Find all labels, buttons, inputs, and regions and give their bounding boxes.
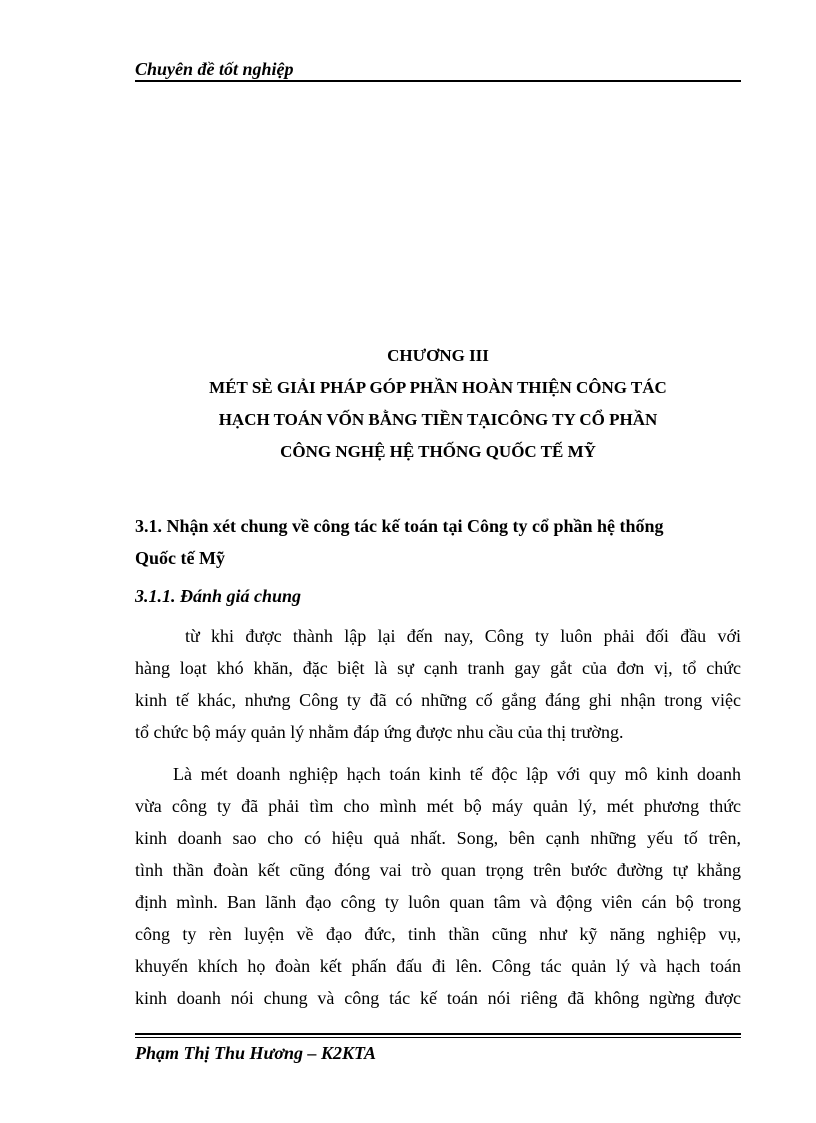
header-title: Chuyên đề tốt nghiệp [135, 59, 294, 79]
paragraph-line: từ khi được thành lập lại đến nay, Công ty luôn phải đối đầu với [185, 626, 741, 646]
paragraph-line: kinh doanh nói chung và công tác kế toán nói riêng đã không ngừng được [135, 988, 741, 1008]
paragraph-line: tình thần đoàn kết cũng đóng vai trò quan trọng trên bước đường tự khẳng [135, 860, 741, 880]
paragraph-line: tổ chức bộ máy quản lý nhằm đáp ứng được nhu cầu của thị trường. [135, 722, 624, 742]
chapter-title-line: CÔNG NGHỆ HỆ THỐNG QUỐC TẾ MỸ [280, 442, 596, 461]
paragraph-line: kinh doanh sao cho có hiệu quả nhất. Song, bên cạnh những yếu tố trên, [135, 828, 741, 848]
section-heading [135, 510, 741, 574]
footer-divider [135, 1037, 741, 1038]
chapter-title-line: MÉT SÈ GIẢI PHÁP GÓP PHẦN HOÀN THIỆN CÔNG TÁC [209, 378, 667, 397]
chapter-title-block [135, 340, 741, 468]
page-header [135, 56, 741, 82]
page-footer [135, 1033, 741, 1064]
paragraph-line: Là mét doanh nghiệp hạch toán kinh tế độc lập với quy mô kinh doanh [173, 764, 741, 784]
chapter-number: CHƯƠNG III [387, 346, 489, 365]
body-paragraph [135, 758, 741, 1014]
paragraph-line: hàng loạt khó khăn, đặc biệt là sự cạnh tranh gay gắt của đơn vị, tổ chức [135, 658, 741, 678]
section-heading-line: 3.1. Nhận xét chung về công tác kế toán tại Công ty cổ phần hệ thống [135, 516, 664, 536]
paragraph-line: khuyến khích họ đoàn kết phấn đấu đi lên. Công tác quản lý và hạch toán [135, 956, 741, 976]
footer-author: Phạm Thị Thu Hương – K2KTA [135, 1043, 377, 1063]
chapter-title-line: HẠCH TOÁN VỐN BẰNG TIỀN TẠICÔNG TY CỔ PHẦN [218, 410, 658, 429]
section-heading-line: Quốc tế Mỹ [135, 548, 225, 568]
subsection-heading: 3.1.1. Đánh giá chung [135, 586, 302, 606]
paragraph-line: công ty rèn luyện về đạo đức, tinh thần cũng như kỹ năng nghiệp vụ, [135, 924, 741, 944]
body-paragraph [135, 620, 741, 748]
paragraph-line: định mình. Ban lãnh đạo công ty luôn quan tâm và động viên cán bộ trong [135, 892, 741, 912]
paragraph-line: kinh tế khác, nhưng Công ty đã có những cố gắng đáng ghi nhận trong việc [135, 690, 741, 710]
paragraph-line: vừa công ty đã phải tìm cho mình mét bộ máy quản lý, mét phương thức [135, 796, 741, 816]
footer-divider [135, 1033, 741, 1035]
